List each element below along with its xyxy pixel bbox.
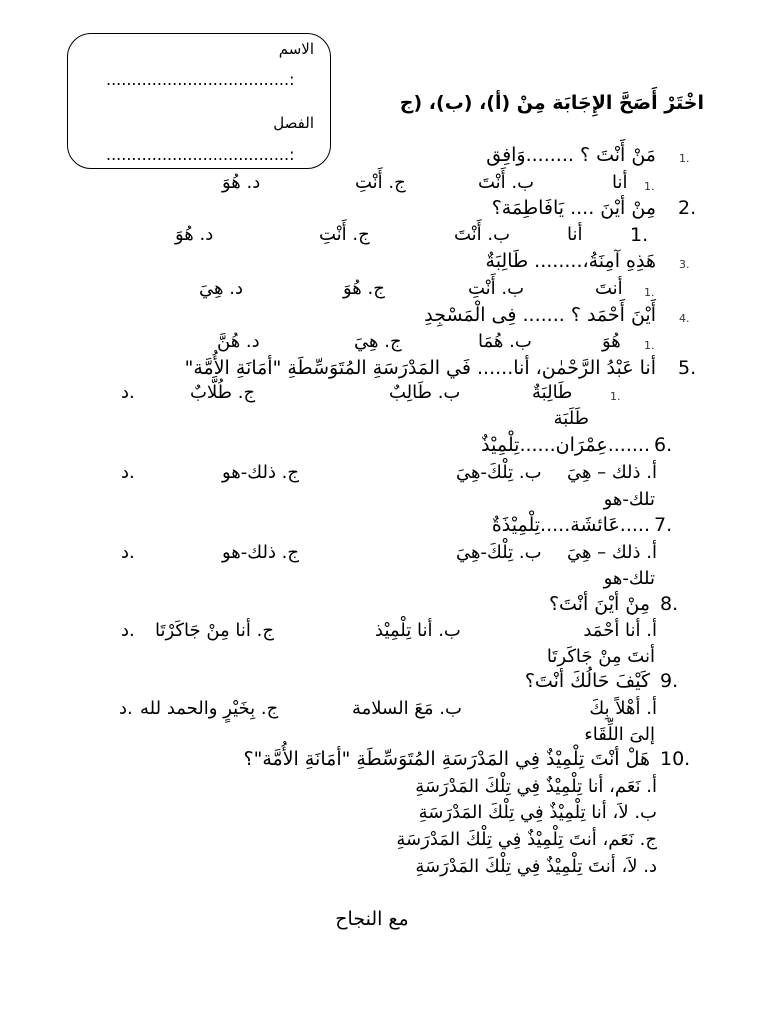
option-d[interactable]: د. هُوَ	[175, 224, 214, 245]
question-text: هَذِهِ آمِنَةُ،........ طَالِبَةٌ	[485, 250, 656, 272]
option-a[interactable]: أنا	[567, 224, 583, 245]
option-a[interactable]: أنا	[612, 172, 628, 193]
option-d-text: طَلَبَة	[553, 408, 589, 429]
option-number: 1.	[630, 224, 649, 246]
name-field[interactable]: ....................................:	[106, 70, 295, 89]
option-b[interactable]: ب. أنا تِلْمِيْذ	[375, 620, 461, 641]
option-a[interactable]: هُوَ	[602, 331, 621, 352]
question-number: 9.	[660, 670, 679, 692]
class-field[interactable]: ....................................:	[106, 145, 295, 164]
option-d[interactable]: د. هُوَ	[222, 172, 261, 193]
option-number: 1.	[644, 180, 655, 193]
question-text: أنا عَبْدُ الرَّحْمٰن، أنا...... فَي المَدْرَسَةِ المُتَوَسِّطَةِ "أمَانَةِ الأُمَّة"	[184, 357, 656, 379]
student-info-box	[67, 33, 331, 169]
option-c[interactable]: ج. ذلك-هو	[222, 462, 300, 483]
question-text: .....عَائشَة.....تِلْمِيْذَةٌ	[491, 514, 650, 536]
question-number: 8.	[660, 593, 679, 615]
option-b[interactable]: ب. أَنْتِ	[468, 278, 525, 299]
option-d-text: أنتَ مِنْ جَاكَرتَا	[546, 646, 655, 667]
option-a[interactable]: طَالِبَةٌ	[532, 382, 573, 403]
option-b[interactable]: ب. أَنْتَ	[454, 224, 511, 245]
option-d[interactable]: د.	[121, 382, 135, 403]
option-b[interactable]: ب. تِلْكَ-هِيَ	[456, 462, 542, 483]
option-a[interactable]: أ. أنا أحْمَد	[583, 620, 657, 641]
option-d[interactable]: د.	[121, 620, 135, 641]
option-a[interactable]: أ. ذلك – هِيَ	[566, 462, 657, 483]
question-number: 5.	[678, 357, 697, 379]
option-d-text: إلىَ اللِّقَاء	[584, 724, 655, 745]
question-text: مِنْ أيْنَ أنْتَ؟	[548, 593, 650, 615]
option-d-text: تلك-هو	[603, 568, 655, 589]
class-label: الفصل	[273, 114, 314, 132]
question-number: 6.	[654, 434, 673, 456]
question-text: أَيْنَ أَحْمَد ؟ ....... فِى الْمَسْجِدِ	[424, 304, 656, 326]
option-number: 1.	[644, 339, 655, 352]
option-b[interactable]: ب. تِلْكَ-هِيَ	[456, 542, 542, 563]
option-a[interactable]: أ. أهْلاً بِكَ	[589, 698, 657, 719]
option-c[interactable]: ج. بِخَيْرٍ والحمد لله	[140, 698, 279, 719]
question-number: 7.	[654, 514, 673, 536]
option-d[interactable]: د.	[119, 698, 133, 719]
option-c[interactable]: ج. طُلَّابٌ	[190, 382, 256, 403]
name-label: الاسم	[278, 40, 314, 58]
option-b[interactable]: ب. مَعَ السلامة	[352, 698, 462, 719]
page-title: اخْتَرْ أَصَحَّ الإِجَابَة مِنْ (أ)، (ب)، (ج	[399, 92, 704, 114]
question-number: 10.	[660, 748, 691, 770]
option-c[interactable]: ج. ذلك-هو	[222, 542, 300, 563]
option-b[interactable]: ب. هُمَا	[478, 331, 532, 352]
option-number: 1.	[644, 286, 655, 299]
question-number: 3.	[679, 258, 690, 271]
question-text: هَلْ أنْتَ تِلْمِيْذٌ فِي المَدْرَسَةِ المُتَوَسِّطَةِ "أمَانَةِ الأُمَّة"؟	[243, 748, 650, 770]
option-b[interactable]: ب. أَنْتَ	[478, 172, 535, 193]
option-a[interactable]: أنتَ	[595, 278, 623, 299]
option-d[interactable]: د. هُنَّ	[217, 331, 260, 352]
option-c[interactable]: ج. هِيَ	[354, 331, 402, 352]
question-text: .......عِمْرَان......تِلْمِيْذٌ	[481, 434, 650, 456]
question-number: 2.	[678, 197, 697, 219]
option-d[interactable]: د.	[121, 462, 135, 483]
option-b[interactable]: ب. طَالِبٌ	[389, 382, 461, 403]
question-text: كَيْفَ حَالُكَ أنْتَ؟	[524, 670, 650, 692]
option-d[interactable]: د. هِيَ	[199, 278, 243, 299]
question-number: 4.	[679, 312, 690, 325]
option-c[interactable]: ج. أَنْتِ	[319, 224, 370, 245]
option-c[interactable]: ج. أَنْتِ	[355, 172, 406, 193]
option-c[interactable]: ج. هُوَ	[343, 278, 385, 299]
option-a[interactable]: أ. نَعَم، أنا تِلْمِيْذٌ فِي تِلْكَ المَدْرَسَةِ	[415, 776, 657, 797]
option-b[interactable]: ب. لاَ، أنا تِلْمِيْذٌ فِي تِلْكَ المَدْرَسَةِ	[418, 802, 657, 823]
question-text: مَنْ أَنْتَ ؟ ........وَافِق	[486, 144, 656, 166]
option-c[interactable]: ج. أنا مِنْ جَاكَرْتَا	[155, 620, 274, 641]
option-d[interactable]: د.	[121, 542, 135, 563]
option-number: 1.	[610, 390, 621, 403]
question-number: 1.	[679, 152, 690, 165]
footer-text: مع النجاح	[335, 908, 409, 930]
option-d[interactable]: د. لاَ، أنتَ تِلْمِيْذٌ فِي تِلْكَ المَدْرَسَةِ	[415, 856, 657, 877]
option-a[interactable]: أ. ذلك – هِيَ	[566, 542, 657, 563]
option-c[interactable]: ج. نَعَم، أنتَ تِلْمِيْذٌ فِي تِلْكَ المَدْرَسَةِ	[396, 829, 657, 850]
option-d-text: تلك-هو	[603, 489, 655, 510]
question-text: مِنْ أيْنَ .... يَافَاطِمَة؟	[491, 197, 656, 219]
